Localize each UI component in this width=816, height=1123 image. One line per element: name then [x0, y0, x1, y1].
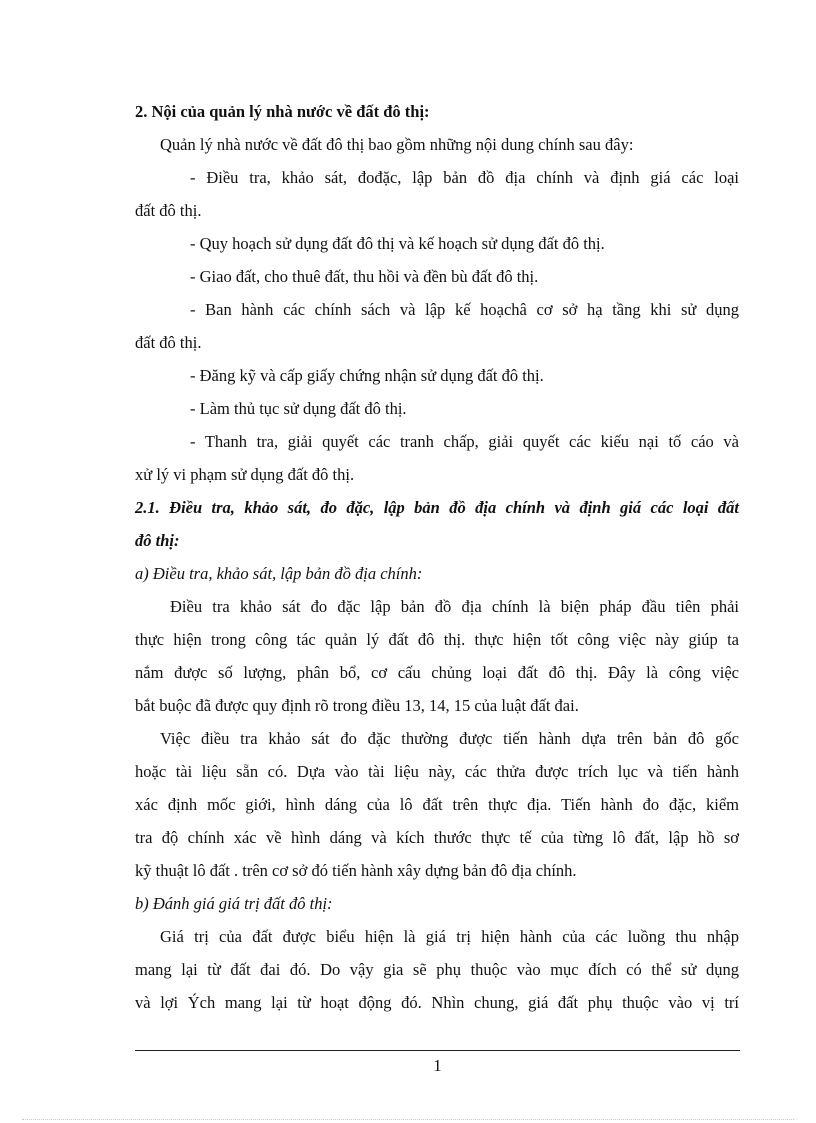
- bullet-6: - Làm thủ tục sử dụng đất đô thị.: [190, 399, 407, 418]
- bullet-2: - Quy hoạch sử dụng đất đô thị và kế hoạch sử dụng đất đô thị.: [190, 234, 605, 253]
- bullet-7-line-1: - Thanh tra, giải quyết các tranh chấp, giải quyết các kiếu nại tố cáo và: [190, 432, 739, 451]
- section-heading-2-1-line-2: đô thị:: [135, 531, 180, 550]
- footer-divider: [135, 1050, 740, 1051]
- document-body: [135, 95, 739, 1019]
- bullet-1-line-1: - Điều tra, khảo sát, đođặc, lập bản đồ địa chính và định giá các loại: [190, 168, 739, 187]
- paragraph-a1-line: bắt buộc đã được quy định rõ trong điều 13, 14, 15 của luật đất đai.: [135, 696, 579, 715]
- bullet-7-line-2: xử lý vi phạm sử dụng đất đô thị.: [135, 465, 355, 484]
- paragraph-a2-line: kỹ thuật lô đất . trên cơ sở đó tiến hành xây dựng bản đô địa chính.: [135, 861, 577, 880]
- paragraph-b1-line: Giá trị của đất được biểu hiện là giá trị hiện hành của các luồng thu nhập: [160, 927, 739, 946]
- bullet-5: - Đăng kỹ và cấp giấy chứng nhận sử dụng đất đô thị.: [190, 366, 544, 385]
- page-bottom-dotted-border: [22, 1119, 794, 1120]
- section-heading-2: 2. Nội của quản lý nhà nước về đất đô thị:: [135, 102, 430, 121]
- paragraph-a2-line: tra độ chính xác về hình dáng và kích thước thực tế của từng lô đất, lập hồ sơ: [135, 828, 739, 847]
- bullet-4-line-2: đất đô thị.: [135, 333, 202, 352]
- subheading-a: a) Điều tra, khảo sát, lập bản đồ địa chính:: [135, 564, 423, 583]
- paragraph-a1-line: nắm được số lượng, phân bổ, cơ cấu chủng loại đất đô thị. Đây là công việc: [135, 663, 739, 682]
- subheading-b: b) Đánh giá giá trị đất đô thị:: [135, 894, 333, 913]
- bullet-1-line-2: đất đô thị.: [135, 201, 202, 220]
- bullet-3: - Giao đất, cho thuê đất, thu hồi và đền bù đất đô thị.: [190, 267, 539, 286]
- bullet-4-line-1: - Ban hành các chính sách và lập kế hoạchâ cơ sở hạ tầng khi sử dụng: [190, 300, 739, 319]
- paragraph-a2-line: hoặc tài liệu sẵn có. Dựa vào tài liệu này, các thửa được trích lục và tiến hành: [135, 762, 739, 781]
- paragraph-a1-line: thực hiện trong công tác quản lý đất đô thị. thực hiện tốt công việc này giúp ta: [135, 630, 739, 649]
- intro-paragraph: Quản lý nhà nước về đất đô thị bao gồm những nội dung chính sau đây:: [160, 135, 634, 154]
- paragraph-b1-line: và lợi Ých mang lại từ hoạt động đó. Nhìn chung, giá đất phụ thuộc vào vị trí: [135, 993, 739, 1012]
- section-heading-2-1-line-1: 2.1. Điều tra, khảo sát, đo đặc, lập bản đồ địa chính và định giá các loại đất: [135, 498, 739, 517]
- paragraph-a1-line: Điều tra khảo sát đo đặc lập bản đồ địa chính là biện pháp đầu tiên phải: [170, 597, 739, 616]
- paragraph-a2-line: Việc điều tra khảo sát đo đặc thường được tiến hành dựa trên bản đô gốc: [160, 729, 739, 748]
- page-number: 1: [433, 1056, 442, 1075]
- paragraph-b1-line: mang lại từ đất đai đó. Do vậy gia sẽ phụ thuộc vào mục đích có thể sử dụng: [135, 960, 739, 979]
- paragraph-a2-line: xác định mốc giới, hình dáng của lô đất trên thực địa. Tiến hành đo đặc, kiểm: [135, 795, 739, 814]
